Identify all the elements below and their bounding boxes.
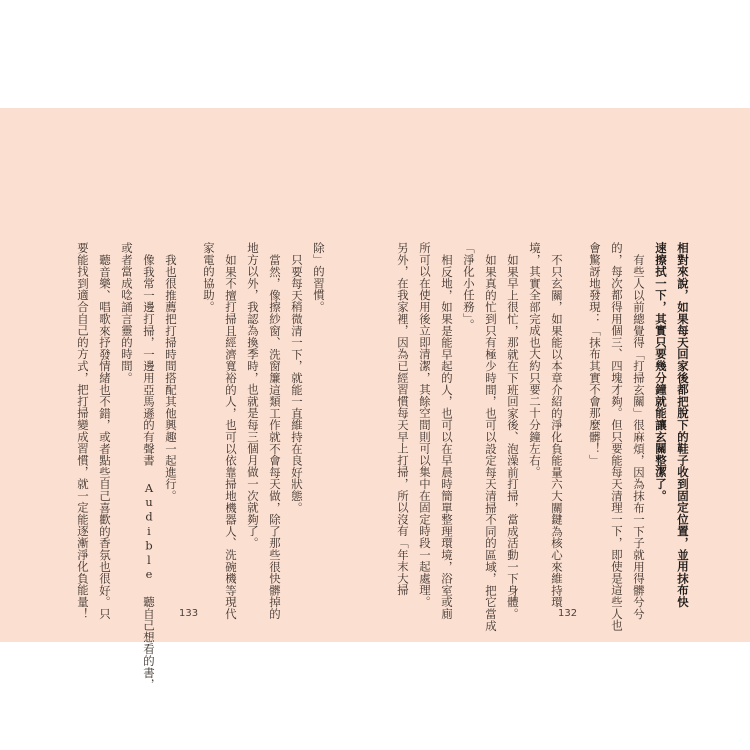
right-page xyxy=(375,108,750,642)
text-line: 有些人以前總覺得「打掃玄關」很麻煩，因為抹布一下子就用得髒兮兮 xyxy=(632,254,646,620)
text-line: 不只玄關，如果能以本章介紹的淨化負能量六大關鍵為核心來維持環 xyxy=(550,254,564,608)
text-line: 除」的習慣。 xyxy=(312,242,326,313)
text-line: 所可以在使用後立即清潔，其餘空間則可以集中在固定時段一起處理。 xyxy=(418,242,432,608)
page-number: 133 xyxy=(179,608,199,619)
text-line: 像我常一邊打掃，一邊用亞馬遜的有聲書 Audible 聽自己想看的書， xyxy=(142,254,156,691)
text-line: 如果不擅打掃且經濟寬裕的人，也可以依靠掃地機器人、洗碗機等現代 xyxy=(224,254,238,620)
text-line: 聽音樂、唱歌來抒發情緒也不錯，或者點些自己喜歡的香氛也很好。只 xyxy=(98,254,112,620)
text-line: 或者當成唸誦言靈的時間。 xyxy=(120,242,134,384)
text-line: 如果真的忙到只有極少時間，也可以設定每天清掃不同的區域，把它當成 xyxy=(484,254,498,632)
text-line: 我也很推薦把打掃時間搭配其他興趣一起進行。 xyxy=(164,254,178,502)
text-line: 地方以外，我認為換季時，也就是每三個月做一次就夠了。 xyxy=(246,242,260,549)
text-line: 家電的協助。 xyxy=(202,242,216,313)
text-line: 當然，像擦紗窗、洗窗簾這類工作就不會每天做，除了那些很快髒掉的 xyxy=(268,254,282,620)
text-line: 會驚訝地發現：「抹布其實不會那麼髒！」 xyxy=(588,242,602,467)
text-line: 相反地，如果是能早起的人，也可以在早晨時簡單整理環境，浴室或廁 xyxy=(440,254,454,620)
book-spread xyxy=(0,108,750,691)
text-line: 境，其實全部完成也大約只要二十分鐘左右。 xyxy=(528,242,542,478)
page-number: 132 xyxy=(558,608,578,619)
text-line: 相對來說，如果每天回家後都把脫下的鞋子收到固定位置，並用抹布快 xyxy=(676,242,690,608)
text-line: 只要每天稍微清一下，就能一直維持在良好狀態。 xyxy=(290,254,304,514)
left-page xyxy=(0,108,375,691)
text-line: 「淨化小任務」。 xyxy=(462,242,476,331)
text-line: 要能找到適合自己的方式，把打掃變成習慣，就一定能逐漸淨化負能量！ xyxy=(76,242,90,620)
text-line: 的，每次都得用個三、四塊才夠。但只要能每天清理一下，即使是這些人也 xyxy=(610,242,624,632)
text-line: 如果早上很忙，那就在下班回家後、泡澡前打掃，當成活動一下身體。 xyxy=(506,254,520,620)
text-line: 另外，在我家裡，因為已經習慣每天早上打掃，所以沒有「年末大掃 xyxy=(396,242,410,596)
text-line: 速擦拭一下，其實只要幾分鐘就能讓玄關整潔了。 xyxy=(654,242,668,502)
